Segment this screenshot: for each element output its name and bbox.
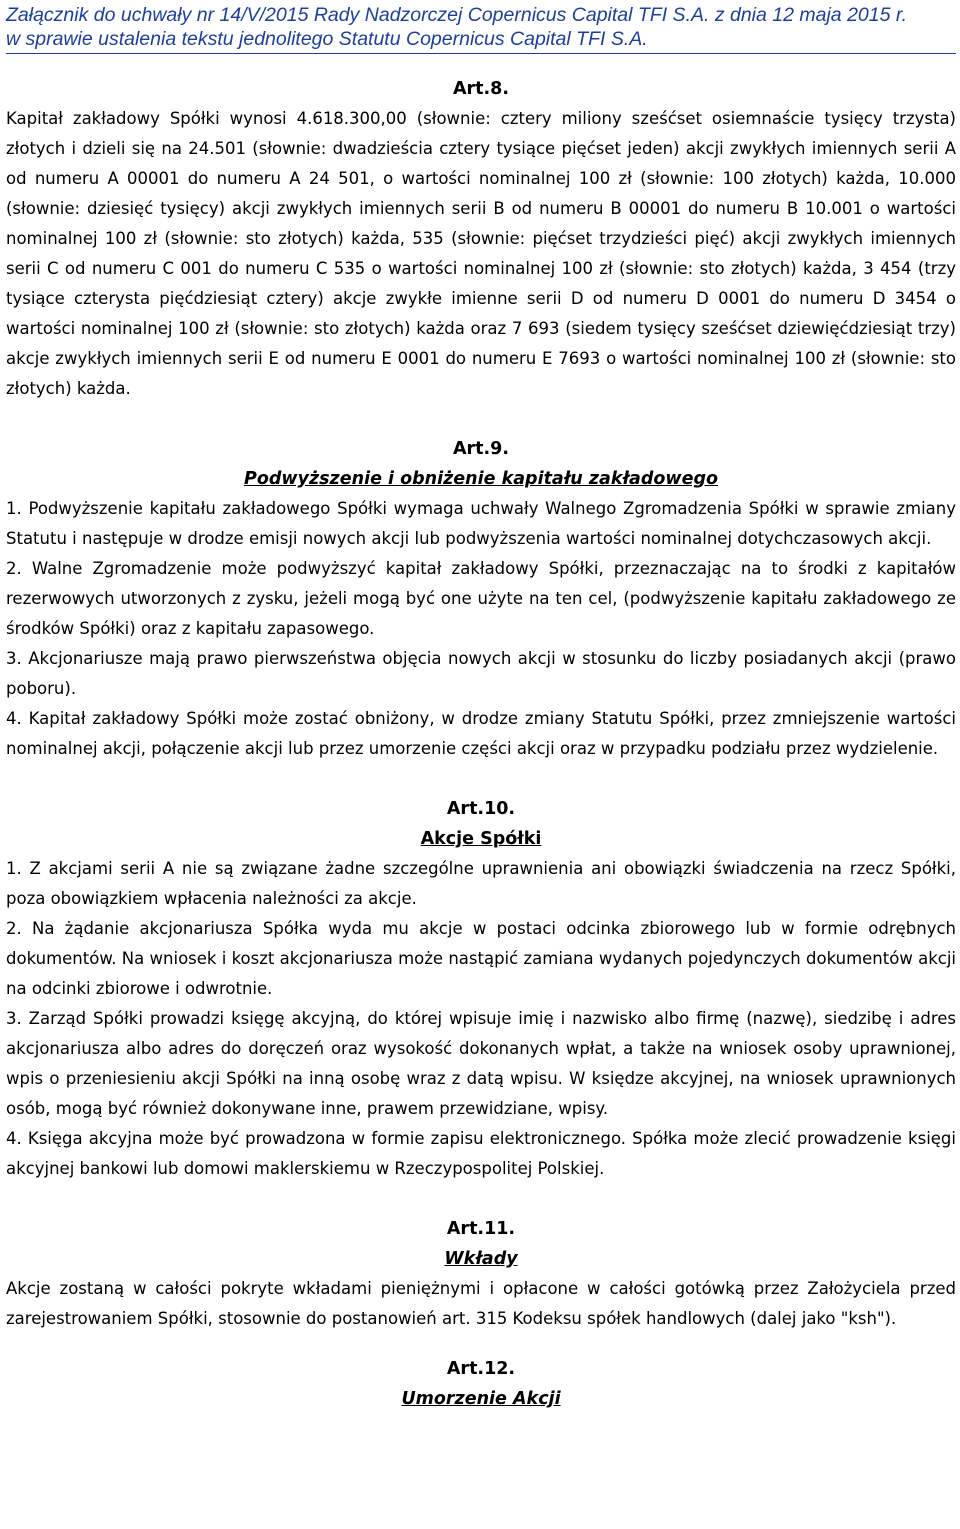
header-line-2: w sprawie ustalenia tekstu jednolitego Statutu Copernicus Capital TFI S.A. (6, 27, 956, 54)
article-11-heading: Art.11. (446, 1219, 516, 1239)
article-12-title: Umorzenie Akcji (401, 1389, 561, 1409)
article-12-heading: Art.12. (446, 1359, 516, 1379)
article-8-text: Kapitał zakładowy Spółki wynosi 4.618.300,00 (słownie: cztery miliony sześćset osiemnaście tysięcy trzysta) złotych i dzieli się na 24.501 (słownie: dwadzieścia cztery tysiące pięćset jeden) akcji zwykłych imiennych serii A od numeru A 00001 do numeru A 24 501, o wartości nominalnej 100 zł (słownie: 100 złotych) każda, 10.000 (słownie: dziesięć tysięcy) akcji zwykłych imiennych serii B od numeru B 00001 do numeru B 10.001 o wartości nominalnej 100 zł (słownie: sto złotych) każda, 535 (słownie: pięćset trzydzieści pięć) akcji zwykłych imiennych serii C od numeru C 001 do numeru C 535 o wartości nominalnej 100 zł (słownie: sto złotych) każda, 3 454 (trzy tysiące czterysta pięćdziesiąt cztery) akcje zwykłe imienne serii D od numeru D 0001 do numeru D 3454 o wartości nominalnej 100 zł (słownie: sto złotych) każda oraz 7 693 (siedem tysięcy sześćset dziewięćdziesiąt trzy) akcje zwykłych imiennych serii E od numeru E 0001 do numeru E 7693 o wartości nominalnej 100 zł (słownie: sto złotych) każda. (6, 109, 956, 398)
article-9-point-3: 3. Akcjonariusze mają prawo pierwszeństwa objęcia nowych akcji w stosunku do liczby posiadanych akcji (prawo poboru). (6, 649, 956, 698)
document-body (6, 74, 956, 1414)
article-10-point-4: 4. Księga akcyjna może być prowadzona w formie zapisu elektronicznego. Spółka może zlecić prowadzenie księgi akcyjnej bankowi lub domowi maklerskiemu w Rzeczypospolitej Polskiej. (6, 1129, 956, 1178)
article-9-point-2: 2. Walne Zgromadzenie może podwyższyć kapitał zakładowy Spółki, przeznaczając na to środki z kapitałów rezerwowych utworzonych z zysku, jeżeli mogą być one użyte na ten cel, (podwyższenie kapitału zakładowego ze środków Spółki) oraz z kapitału zapasowego. (6, 559, 956, 638)
article-8 (6, 74, 956, 404)
article-8-heading: Art.8. (452, 79, 509, 99)
article-9-title: Podwyższenie i obniżenie kapitału zakładowego (244, 469, 718, 489)
article-10-point-3: 3. Zarząd Spółki prowadzi księgę akcyjną, do której wpisuje imię i nazwisko albo firmę (nazwę), siedzibę i adres akcjonariusza albo adres do doręczeń oraz wysokość dokonanych wpłat, a także na wniosek osoby uprawnionej, wpis o przeniesieniu akcji Spółki na inną osobę wraz z datą wpisu. W księdze akcyjnej, na wniosek uprawnionych osób, mogą być również dokonywane inne, prawem przewidziane, wpisy. (6, 1009, 956, 1118)
article-10-point-1: 1. Z akcjami serii A nie są związane żadne szczególne uprawnienia ani obowiązki świadczenia na rzecz Spółki, poza obowiązkiem wpłacenia należności za akcje. (6, 859, 956, 908)
document-header (6, 3, 956, 54)
article-10-title: Akcje Spółki (420, 829, 542, 849)
article-12 (6, 1354, 956, 1414)
article-10 (6, 794, 956, 1184)
article-10-heading: Art.10. (446, 799, 516, 819)
article-9-heading: Art.9. (452, 439, 509, 459)
article-9 (6, 434, 956, 764)
article-11-title: Wkłady (444, 1249, 518, 1269)
article-9-point-4: 4. Kapitał zakładowy Spółki może zostać obniżony, w drodze zmiany Statutu Spółki, przez zmniejszenie wartości nominalnej akcji, połączenie akcji lub przez umorzenie części akcji oraz w przypadku podziału przez wydzielenie. (6, 709, 956, 758)
header-line-1: Załącznik do uchwały nr 14/V/2015 Rady Nadzorczej Copernicus Capital TFI S.A. z dnia 12 maja 2015 r. (6, 4, 908, 26)
article-11 (6, 1214, 956, 1334)
article-10-point-2: 2. Na żądanie akcjonariusza Spółka wyda mu akcje w postaci odcinka zbiorowego lub w formie odrębnych dokumentów. Na wniosek i koszt akcjonariusza może nastąpić zamiana wydanych pojedynczych dokumentów akcji na odcinki zbiorowe i odwrotnie. (6, 919, 956, 998)
article-9-point-1: 1. Podwyższenie kapitału zakładowego Spółki wymaga uchwały Walnego Zgromadzenia Spółki w sprawie zmiany Statutu i następuje w drodze emisji nowych akcji lub podwyższenia wartości nominalnej dotychczasowych akcji. (6, 499, 956, 548)
article-11-text: Akcje zostaną w całości pokryte wkładami pieniężnymi i opłacone w całości gotówką przez Założyciela przed zarejestrowaniem Spółki, stosownie do postanowień art. 315 Kodeksu spółek handlowych (dalej jako "ksh"). (6, 1279, 956, 1328)
